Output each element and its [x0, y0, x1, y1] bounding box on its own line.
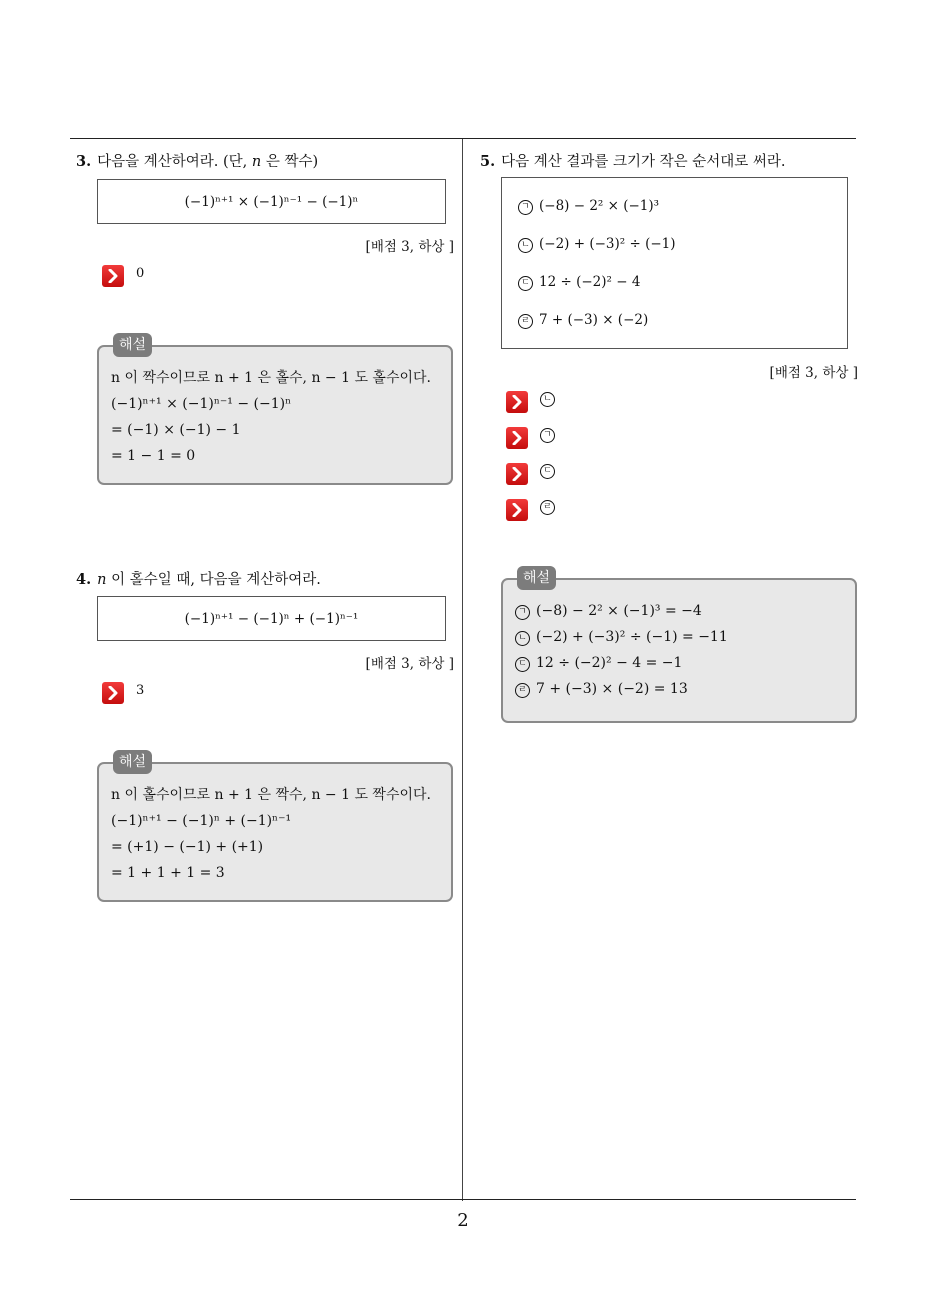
- solution-mark: ㄷ: [515, 657, 530, 672]
- choice-mark: ㄱ: [518, 200, 533, 215]
- choice-mark: ㄷ: [518, 276, 533, 291]
- q3-number: 3.: [76, 153, 92, 170]
- q5-answer: ㄹ: [540, 500, 555, 515]
- q3-solution-tag: 해설: [113, 333, 152, 357]
- solution-mark: ㄱ: [515, 605, 530, 620]
- choice-expr: 7 + (−3) × (−2): [539, 312, 649, 328]
- choice-expr: (−8) − 2² × (−1)³: [539, 198, 660, 214]
- q5-solution-box: [501, 570, 857, 723]
- q5-solution-line: [515, 676, 845, 702]
- q3-formula: (−1)ⁿ⁺¹ × (−1)ⁿ⁻¹ − (−1)ⁿ: [184, 193, 359, 210]
- q5-answer: ㄱ: [540, 428, 555, 443]
- choice-expr: (−2) + (−3)² ÷ (−1): [539, 236, 676, 252]
- choice-mark: ㄹ: [518, 314, 533, 329]
- q3-answer: 0: [136, 265, 145, 281]
- q4-solution-line: = 1 + 1 + 1 = 3: [111, 865, 225, 881]
- q5-choice: [518, 232, 847, 270]
- q5-answer: ㄷ: [540, 464, 555, 479]
- q5-answer-row: [506, 391, 561, 413]
- q4-number: 4.: [76, 571, 92, 588]
- chevron-right-icon: [506, 427, 528, 449]
- solution-expr: 7 + (−3) × (−2) = 13: [536, 681, 688, 697]
- chevron-right-icon: [506, 463, 528, 485]
- q4-solution-line: = (+1) − (−1) + (+1): [111, 839, 264, 855]
- q4-solution-line: n 이 홀수이므로 n + 1 은 짝수, n − 1 도 짝수이다.: [111, 787, 431, 803]
- q5-answer-row: [506, 463, 561, 485]
- q4-score: [배점 3, 하상 ]: [365, 656, 454, 672]
- solution-expr: (−2) + (−3)² ÷ (−1) = −11: [536, 629, 728, 645]
- solution-expr: 12 ÷ (−2)² − 4 = −1: [536, 655, 683, 671]
- q5-choice: [518, 270, 847, 308]
- q3-text-b: 은 짝수): [261, 154, 319, 170]
- q3-solution-line: = 1 − 1 = 0: [111, 448, 196, 464]
- q3-var: n: [251, 154, 262, 170]
- q4-answer-row: [102, 682, 144, 704]
- chevron-right-icon: [102, 265, 124, 287]
- q3-formula-box: [97, 179, 446, 224]
- q3-solution-line: n 이 짝수이므로 n + 1 은 홀수, n − 1 도 홀수이다.: [111, 370, 431, 386]
- q4-solution-box: [97, 754, 453, 902]
- q4-answer: 3: [136, 682, 145, 698]
- q5-text: 다음 계산 결과를 크기가 작은 순서대로 써라.: [501, 154, 786, 170]
- q5-answer-row: [506, 499, 561, 521]
- q5-choice: [518, 194, 847, 232]
- q4-solution-tag: 해설: [113, 750, 152, 774]
- q3-answer-row: [102, 265, 144, 287]
- solution-mark: ㄹ: [515, 683, 530, 698]
- q5-choice-box: [501, 177, 848, 349]
- solution-mark: ㄴ: [515, 631, 530, 646]
- chevron-right-icon: [506, 499, 528, 521]
- q5-solution-tag: 해설: [517, 566, 556, 590]
- q4-text: 이 홀수일 때, 다음을 계산하여라.: [106, 572, 321, 588]
- q3-score: [배점 3, 하상 ]: [365, 239, 454, 255]
- q4-formula: (−1)ⁿ⁺¹ − (−1)ⁿ + (−1)ⁿ⁻¹: [184, 610, 359, 627]
- solution-expr: (−8) − 2² × (−1)³ = −4: [536, 603, 702, 619]
- q5-solution-line: [515, 624, 845, 650]
- q5-answer-row: [506, 427, 561, 449]
- page-number: 2: [457, 1210, 469, 1231]
- top-rule: [70, 138, 856, 139]
- q4-header: [76, 568, 321, 589]
- chevron-right-icon: [506, 391, 528, 413]
- q5-solution-line: [515, 598, 845, 624]
- q3-header: [76, 150, 318, 171]
- bottom-rule: [70, 1199, 856, 1200]
- q3-solution-box: [97, 337, 453, 485]
- column-divider: [462, 139, 463, 1201]
- q5-choice: [518, 308, 847, 346]
- q5-answer: ㄴ: [540, 392, 555, 407]
- q3-text-a: 다음을 계산하여라. (단,: [97, 154, 252, 170]
- choice-mark: ㄴ: [518, 238, 533, 253]
- choice-expr: 12 ÷ (−2)² − 4: [539, 274, 641, 290]
- q4-formula-box: [97, 596, 446, 641]
- q5-header: [480, 150, 786, 171]
- q4-solution-line: (−1)ⁿ⁺¹ − (−1)ⁿ + (−1)ⁿ⁻¹: [111, 813, 292, 829]
- q5-score: [배점 3, 하상 ]: [769, 365, 858, 381]
- q5-number: 5.: [480, 153, 496, 170]
- q4-var: n: [97, 572, 107, 588]
- chevron-right-icon: [102, 682, 124, 704]
- q5-solution-line: [515, 650, 845, 676]
- q3-solution-line: = (−1) × (−1) − 1: [111, 422, 241, 438]
- q3-solution-line: (−1)ⁿ⁺¹ × (−1)ⁿ⁻¹ − (−1)ⁿ: [111, 396, 292, 412]
